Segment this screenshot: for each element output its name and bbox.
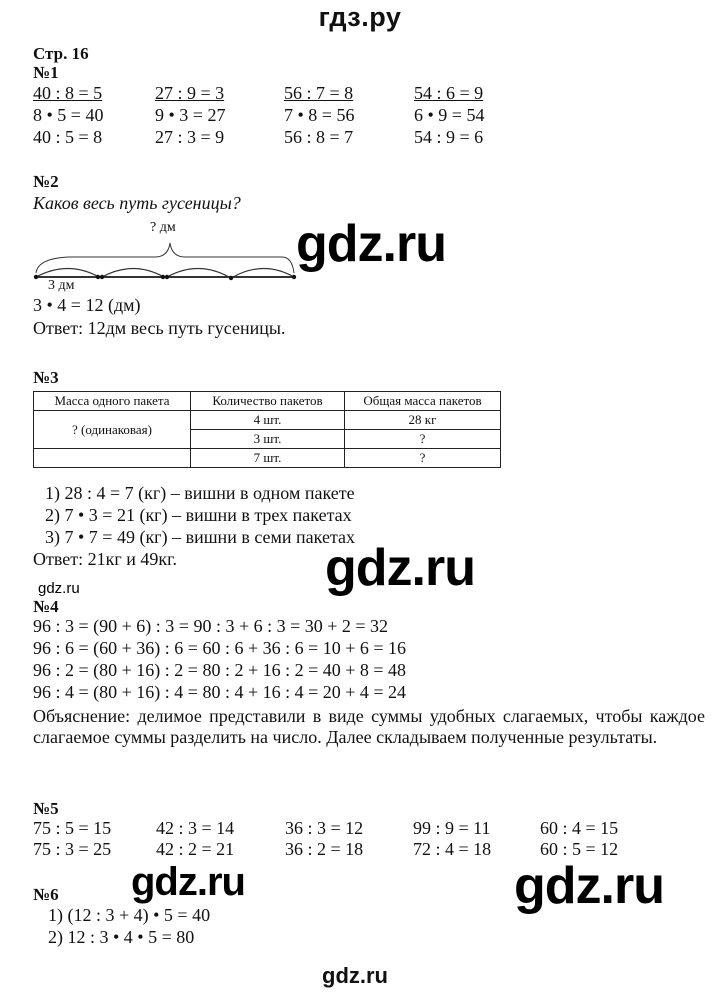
watermark: gdz.ru	[325, 539, 475, 597]
task2-answer: Ответ: 12дм весь путь гусеницы.	[33, 318, 286, 338]
task5-eq: 72 : 4 = 18	[413, 839, 492, 859]
task1-eq: 9 • 3 = 27	[155, 105, 226, 125]
task4-line: 96 : 2 = (80 + 16) : 2 = 80 : 2 + 16 : 2 = 40 + 8 = 48	[33, 660, 407, 680]
task5-eq: 42 : 2 = 21	[156, 839, 235, 859]
task6-title: №6	[33, 885, 59, 904]
diagram-total-label: ? дм	[150, 220, 176, 235]
task1-eq: 56 : 7 = 8	[284, 83, 354, 103]
task5-eq: 60 : 5 = 12	[540, 839, 619, 859]
task1-eq: 6 • 9 = 54	[414, 105, 485, 125]
task5-title: №5	[33, 799, 59, 818]
task5-eq: 75 : 3 = 25	[33, 839, 112, 859]
table-cell: 4 шт.	[191, 411, 345, 430]
table-header-cell: Количество пакетов	[191, 392, 345, 411]
task3-answer: Ответ: 21кг и 49кг.	[33, 549, 177, 569]
task6-line: 2) 12 : 3 • 4 • 5 = 80	[48, 927, 195, 947]
table-header-cell: Масса одного пакета	[34, 392, 191, 411]
table-cell	[34, 449, 191, 468]
table-row	[34, 449, 501, 468]
task1-eq: 54 : 9 = 6	[414, 127, 484, 147]
watermark-small: gdz.ru	[38, 580, 80, 597]
task6-line: 1) (12 : 3 + 4) • 5 = 40	[48, 905, 211, 925]
page-label: Стр. 16	[33, 44, 89, 63]
task3-step: 3) 7 • 7 = 49 (кг) – вишни в семи пакетах	[45, 527, 356, 547]
table-cell: ?	[345, 430, 501, 449]
task4-line: 96 : 6 = (60 + 36) : 6 = 60 : 6 + 36 : 6 = 10 + 6 = 16	[33, 638, 407, 658]
task4-line: 96 : 3 = (90 + 6) : 3 = 90 : 3 + 6 : 3 = 30 + 2 = 32	[33, 616, 389, 636]
task1-eq: 27 : 9 = 3	[155, 83, 225, 103]
task1-eq: 40 : 8 = 5	[33, 83, 103, 103]
task1-eq: 7 • 8 = 56	[284, 105, 355, 125]
watermark: gdz.ru	[296, 215, 446, 273]
task3-title: №3	[33, 368, 59, 387]
task4-title: №4	[33, 597, 59, 616]
table-header-row	[34, 392, 501, 411]
task1-eq: 54 : 6 = 9	[414, 83, 484, 103]
task3-table	[33, 391, 501, 468]
task5-eq: 75 : 5 = 15	[33, 818, 112, 838]
table-cell: ?	[345, 449, 501, 468]
task2-question: Каков весь путь гусеницы?	[33, 193, 241, 213]
task1-eq: 8 • 5 = 40	[33, 105, 104, 125]
task5-eq: 60 : 4 = 15	[540, 818, 619, 838]
task3-step: 1) 28 : 4 = 7 (кг) – вишни в одном пакете	[45, 483, 355, 503]
table-header-cell: Общая масса пакетов	[345, 392, 501, 411]
site-header-title: гдз.ру	[318, 2, 402, 32]
task3-step: 2) 7 • 3 = 21 (кг) – вишни в трех пакетах	[45, 505, 352, 525]
task1-title: №1	[33, 63, 59, 82]
task5-eq: 99 : 9 = 11	[413, 818, 491, 838]
task1-eq: 40 : 5 = 8	[33, 127, 103, 147]
task4-line: 96 : 4 = (80 + 16) : 4 = 80 : 4 + 16 : 4 = 20 + 4 = 24	[33, 682, 407, 702]
task2-title: №2	[33, 172, 59, 191]
task5-eq: 36 : 2 = 18	[285, 839, 364, 859]
task5-eq: 36 : 3 = 12	[285, 818, 364, 838]
task1-eq: 56 : 8 = 7	[284, 127, 354, 147]
table-cell: 7 шт.	[191, 449, 345, 468]
watermark-footer: gdz.ru	[322, 963, 388, 988]
watermark: gdz.ru	[131, 860, 245, 904]
table-cell: ? (одинаковая)	[34, 411, 191, 449]
caterpillar-path-diagram	[30, 230, 305, 285]
task5-eq: 42 : 3 = 14	[156, 818, 235, 838]
table-cell: 28 кг	[345, 411, 501, 430]
table-cell: 3 шт.	[191, 430, 345, 449]
task1-eq: 27 : 3 = 9	[155, 127, 225, 147]
table-row	[34, 411, 501, 430]
diagram-segment-label: 3 дм	[48, 278, 75, 293]
task4-explanation: Объяснение: делимое представили в виде суммы удобных слагаемых, чтобы каждое слагаемое суммы разделить на число. Далее складываем полученные результаты.	[33, 706, 705, 747]
task2-solution: 3 • 4 = 12 (дм)	[33, 295, 141, 315]
watermark: gdz.ru	[514, 857, 664, 915]
